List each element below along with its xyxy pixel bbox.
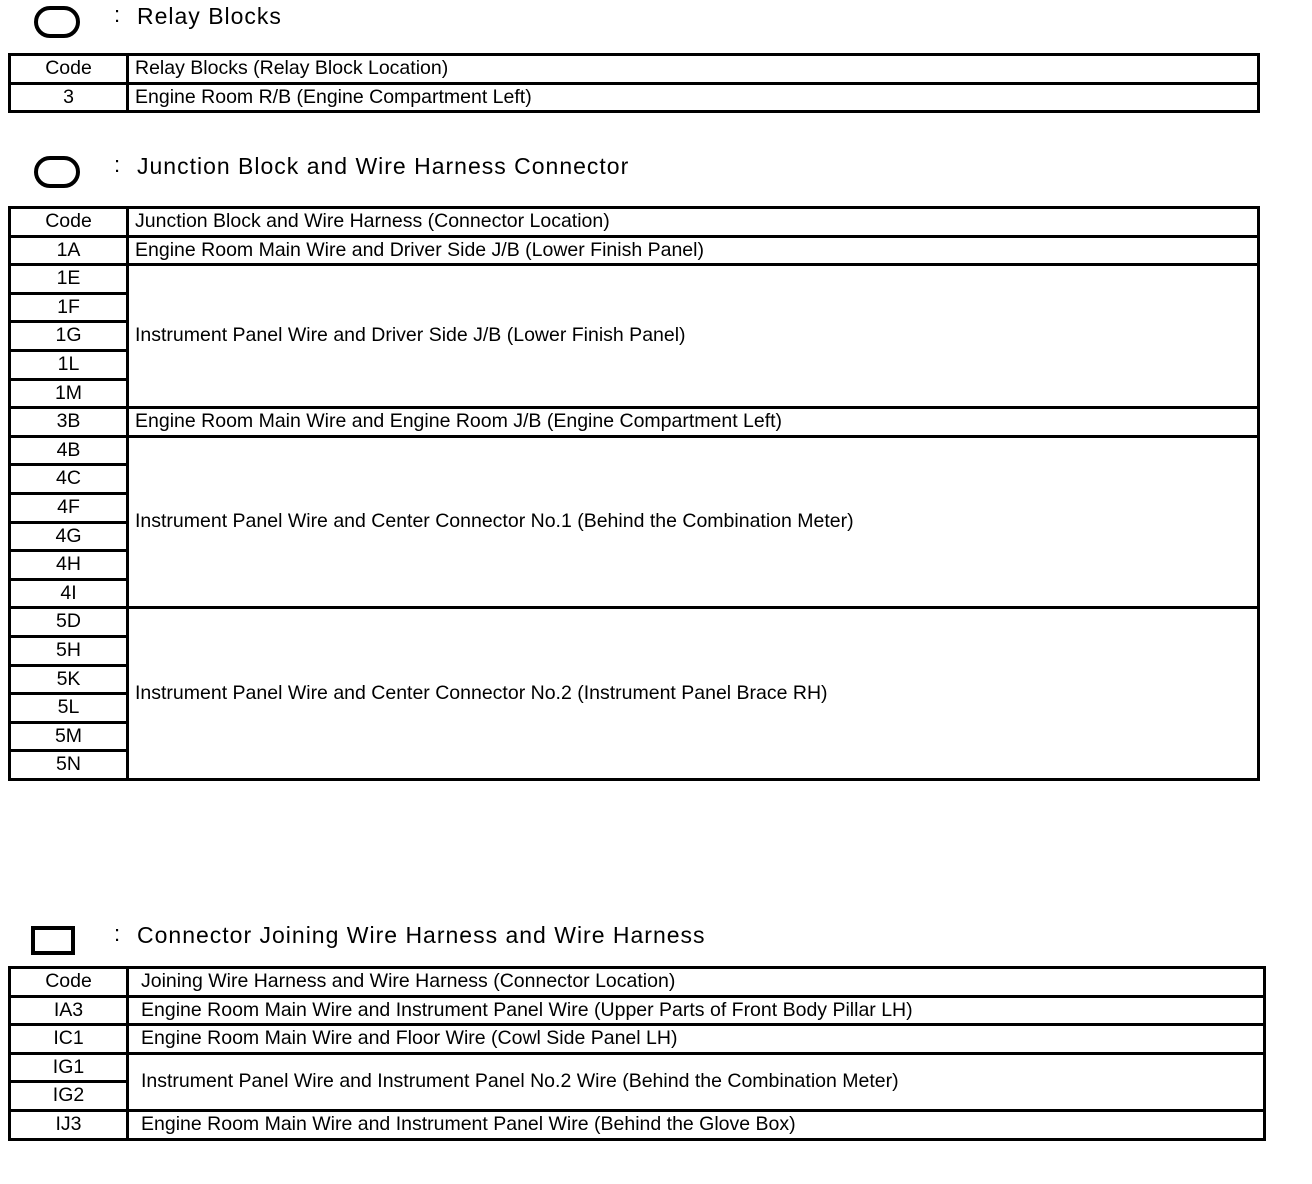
table-row (10, 1053, 1265, 1082)
junction-block-symbol-icon (34, 156, 80, 188)
table-row (10, 608, 1259, 637)
section-title-junction-blocks: Junction Block and Wire Harness Connector (137, 153, 630, 179)
table-row (10, 996, 1265, 1025)
code-cell: 5D (10, 608, 128, 637)
description-cell: Engine Room R/B (Engine Compartment Left) (128, 83, 1259, 112)
table-row (10, 1110, 1265, 1139)
header-description: Joining Wire Harness and Wire Harness (Connector Location) (128, 968, 1265, 997)
code-cell: 4F (10, 493, 128, 522)
table-row (10, 265, 1259, 294)
relay-blocks-header (0, 0, 1312, 40)
code-cell: 5M (10, 722, 128, 751)
code-cell: 5K (10, 665, 128, 694)
code-cell: 1E (10, 265, 128, 294)
joining-connectors-table (8, 966, 1266, 1141)
description-cell: Instrument Panel Wire and Center Connector No.1 (Behind the Combination Meter) (128, 436, 1259, 608)
code-cell: 1A (10, 236, 128, 265)
table-row (10, 83, 1259, 112)
description-cell: Engine Room Main Wire and Instrument Panel Wire (Behind the Glove Box) (128, 1110, 1265, 1139)
description-cell: Instrument Panel Wire and Instrument Panel No.2 Wire (Behind the Combination Meter) (128, 1053, 1265, 1110)
code-cell: 4G (10, 522, 128, 551)
code-cell: 1L (10, 350, 128, 379)
header-description: Junction Block and Wire Harness (Connector Location) (128, 208, 1259, 237)
colon: : (114, 152, 121, 177)
table-header-row (10, 55, 1259, 84)
code-cell: 4C (10, 465, 128, 494)
colon: : (114, 2, 121, 27)
code-cell: 3B (10, 408, 128, 437)
header-code: Code (10, 968, 128, 997)
header-code: Code (10, 55, 128, 84)
code-cell: 5H (10, 636, 128, 665)
code-cell: 1G (10, 322, 128, 351)
description-cell: Instrument Panel Wire and Center Connector No.2 (Instrument Panel Brace RH) (128, 608, 1259, 780)
colon: : (114, 921, 121, 946)
code-cell: IJ3 (10, 1110, 128, 1139)
table-header-row (10, 208, 1259, 237)
joining-connectors-header (0, 919, 1312, 959)
header-code: Code (10, 208, 128, 237)
code-cell: 4I (10, 579, 128, 608)
table-row (10, 236, 1259, 265)
description-cell: Engine Room Main Wire and Instrument Panel Wire (Upper Parts of Front Body Pillar LH) (128, 996, 1265, 1025)
table-row (10, 1025, 1265, 1054)
code-cell: IA3 (10, 996, 128, 1025)
relay-blocks-table (8, 53, 1260, 113)
table-row (10, 436, 1259, 465)
description-cell: Engine Room Main Wire and Driver Side J/B (Lower Finish Panel) (128, 236, 1259, 265)
code-cell: IG1 (10, 1053, 128, 1082)
header-description: Relay Blocks (Relay Block Location) (128, 55, 1259, 84)
code-cell: IC1 (10, 1025, 128, 1054)
description-cell: Engine Room Main Wire and Floor Wire (Cowl Side Panel LH) (128, 1025, 1265, 1054)
description-cell: Instrument Panel Wire and Driver Side J/B (Lower Finish Panel) (128, 265, 1259, 408)
relay-block-symbol-icon (34, 6, 80, 38)
code-cell: 1M (10, 379, 128, 408)
joining-connector-symbol-icon (31, 926, 75, 955)
junction-blocks-header (0, 150, 1312, 190)
junction-blocks-table (8, 206, 1260, 781)
code-cell: IG2 (10, 1082, 128, 1111)
description-cell: Engine Room Main Wire and Engine Room J/B (Engine Compartment Left) (128, 408, 1259, 437)
code-cell: 3 (10, 83, 128, 112)
section-title-relay-blocks: Relay Blocks (137, 3, 282, 29)
table-header-row (10, 968, 1265, 997)
code-cell: 4H (10, 551, 128, 580)
table-row (10, 408, 1259, 437)
code-cell: 1F (10, 293, 128, 322)
code-cell: 4B (10, 436, 128, 465)
section-title-joining-connectors: Connector Joining Wire Harness and Wire Harness (137, 922, 706, 948)
code-cell: 5L (10, 694, 128, 723)
code-cell: 5N (10, 751, 128, 780)
